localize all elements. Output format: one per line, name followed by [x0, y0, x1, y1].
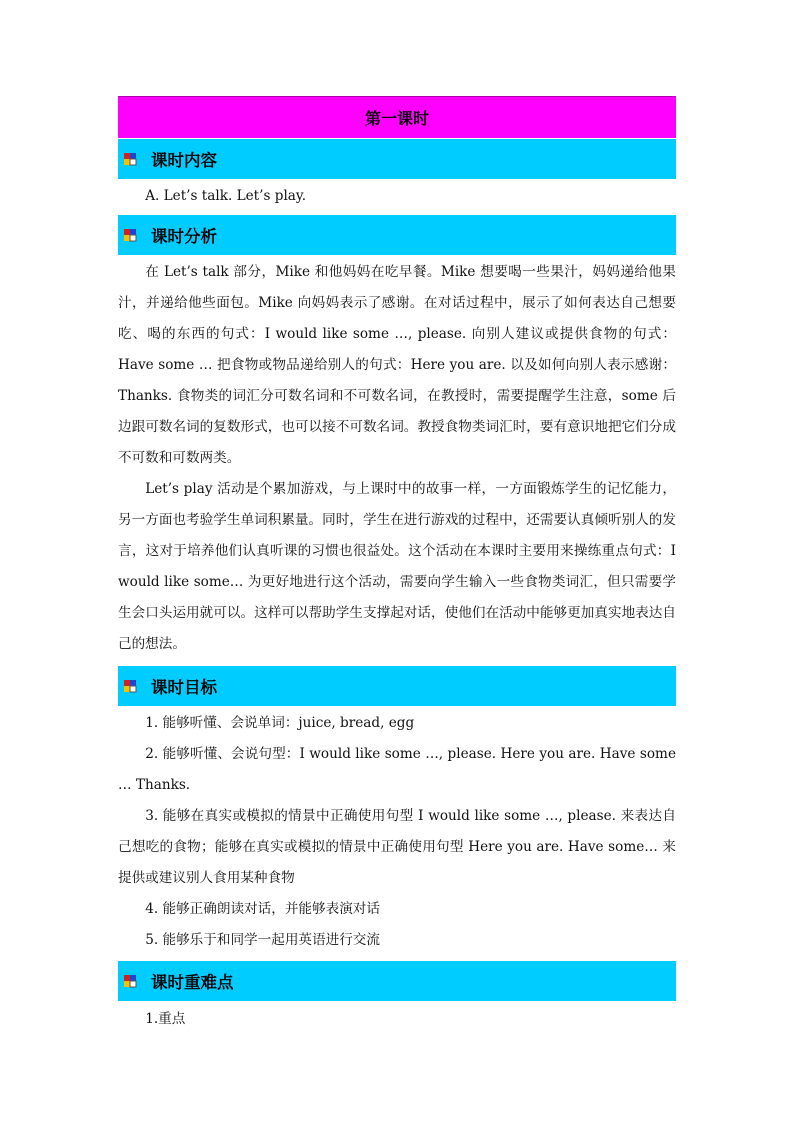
paragraph: Let’s play 活动是个累加游戏，与上课时中的故事一样，一方面锻炼学生的记忆能力，另一方面也考验学生单词积累量。同时，学生在进行游戏的过程中，还需要认真倾听别人的发言，这对于培养他们认真听课的习惯也很益处。这个活动在本课时主要用来操练重点句式：I would like some… 为更好地进行这个活动，需要向学生输入一些食物类词汇，但只需要学生会口头运用就可以。这样可以帮助学生支撑起对话，使他们在活动中能够更加真实地表达自己的想法。 [118, 481, 676, 652]
list-item: 3. 能够在真实或模拟的情景中正确使用句型 I would like some …, please. 来表达自己想吃的食物；能够在真实或模拟的情景中正确使用句型 Here you are. Have some… 来提供或建议别人食用某种食物 [118, 808, 676, 886]
section-title: 课时目标 [151, 678, 217, 697]
section-heading-analysis [118, 214, 676, 255]
book-stack-icon [123, 152, 137, 166]
list-item: 2. 能够听懂、会说句型：I would like some …, please. Here you are. Have some … Thanks. [118, 746, 676, 793]
page-title: 第一课时 [118, 96, 676, 138]
section-heading-objectives [118, 665, 676, 706]
list-item: 4. 能够正确朗读对话，并能够表演对话 [145, 901, 380, 917]
lesson-page [118, 96, 676, 1035]
section-title: 课时内容 [151, 151, 217, 170]
paragraph: 在 Let’s talk 部分，Mike 和他妈妈在吃早餐。Mike 想要喝一些果汁，妈妈递给他果汁，并递给他些面包。Mike 向妈妈表示了感谢。在对话过程中，展示了如何表达自己想要吃、喝的东西的句式：I would like some …, please. 向别人建议或提供食物的句式：Have some … 把食物或物品递给别人的句式：Here you are. 以及如何向别人表示感谢：Thanks. 食物类的词汇分可数名词和不可数名词，在教授时，需要提醒学生注意，some 后边跟可数名词的复数形式，也可以接不可数名词。教授食物类词汇时，要有意识地把它们分成不可数和可数两类。 [118, 264, 676, 466]
list-item: 5. 能够乐于和同学一起用英语进行交流 [145, 932, 380, 948]
book-stack-icon [123, 228, 137, 242]
section-title: 课时重难点 [151, 973, 234, 992]
section-heading-key-points [118, 960, 676, 1001]
section-title: 课时分析 [151, 227, 217, 246]
paragraph: A. Let’s talk. Let’s play. [145, 188, 307, 204]
paragraph: 1.重点 [145, 1011, 186, 1027]
book-stack-icon [123, 679, 137, 693]
section-heading-content [118, 138, 676, 179]
list-item: 1. 能够听懂、会说单词：juice, bread, egg [145, 715, 415, 731]
book-stack-icon [123, 974, 137, 988]
